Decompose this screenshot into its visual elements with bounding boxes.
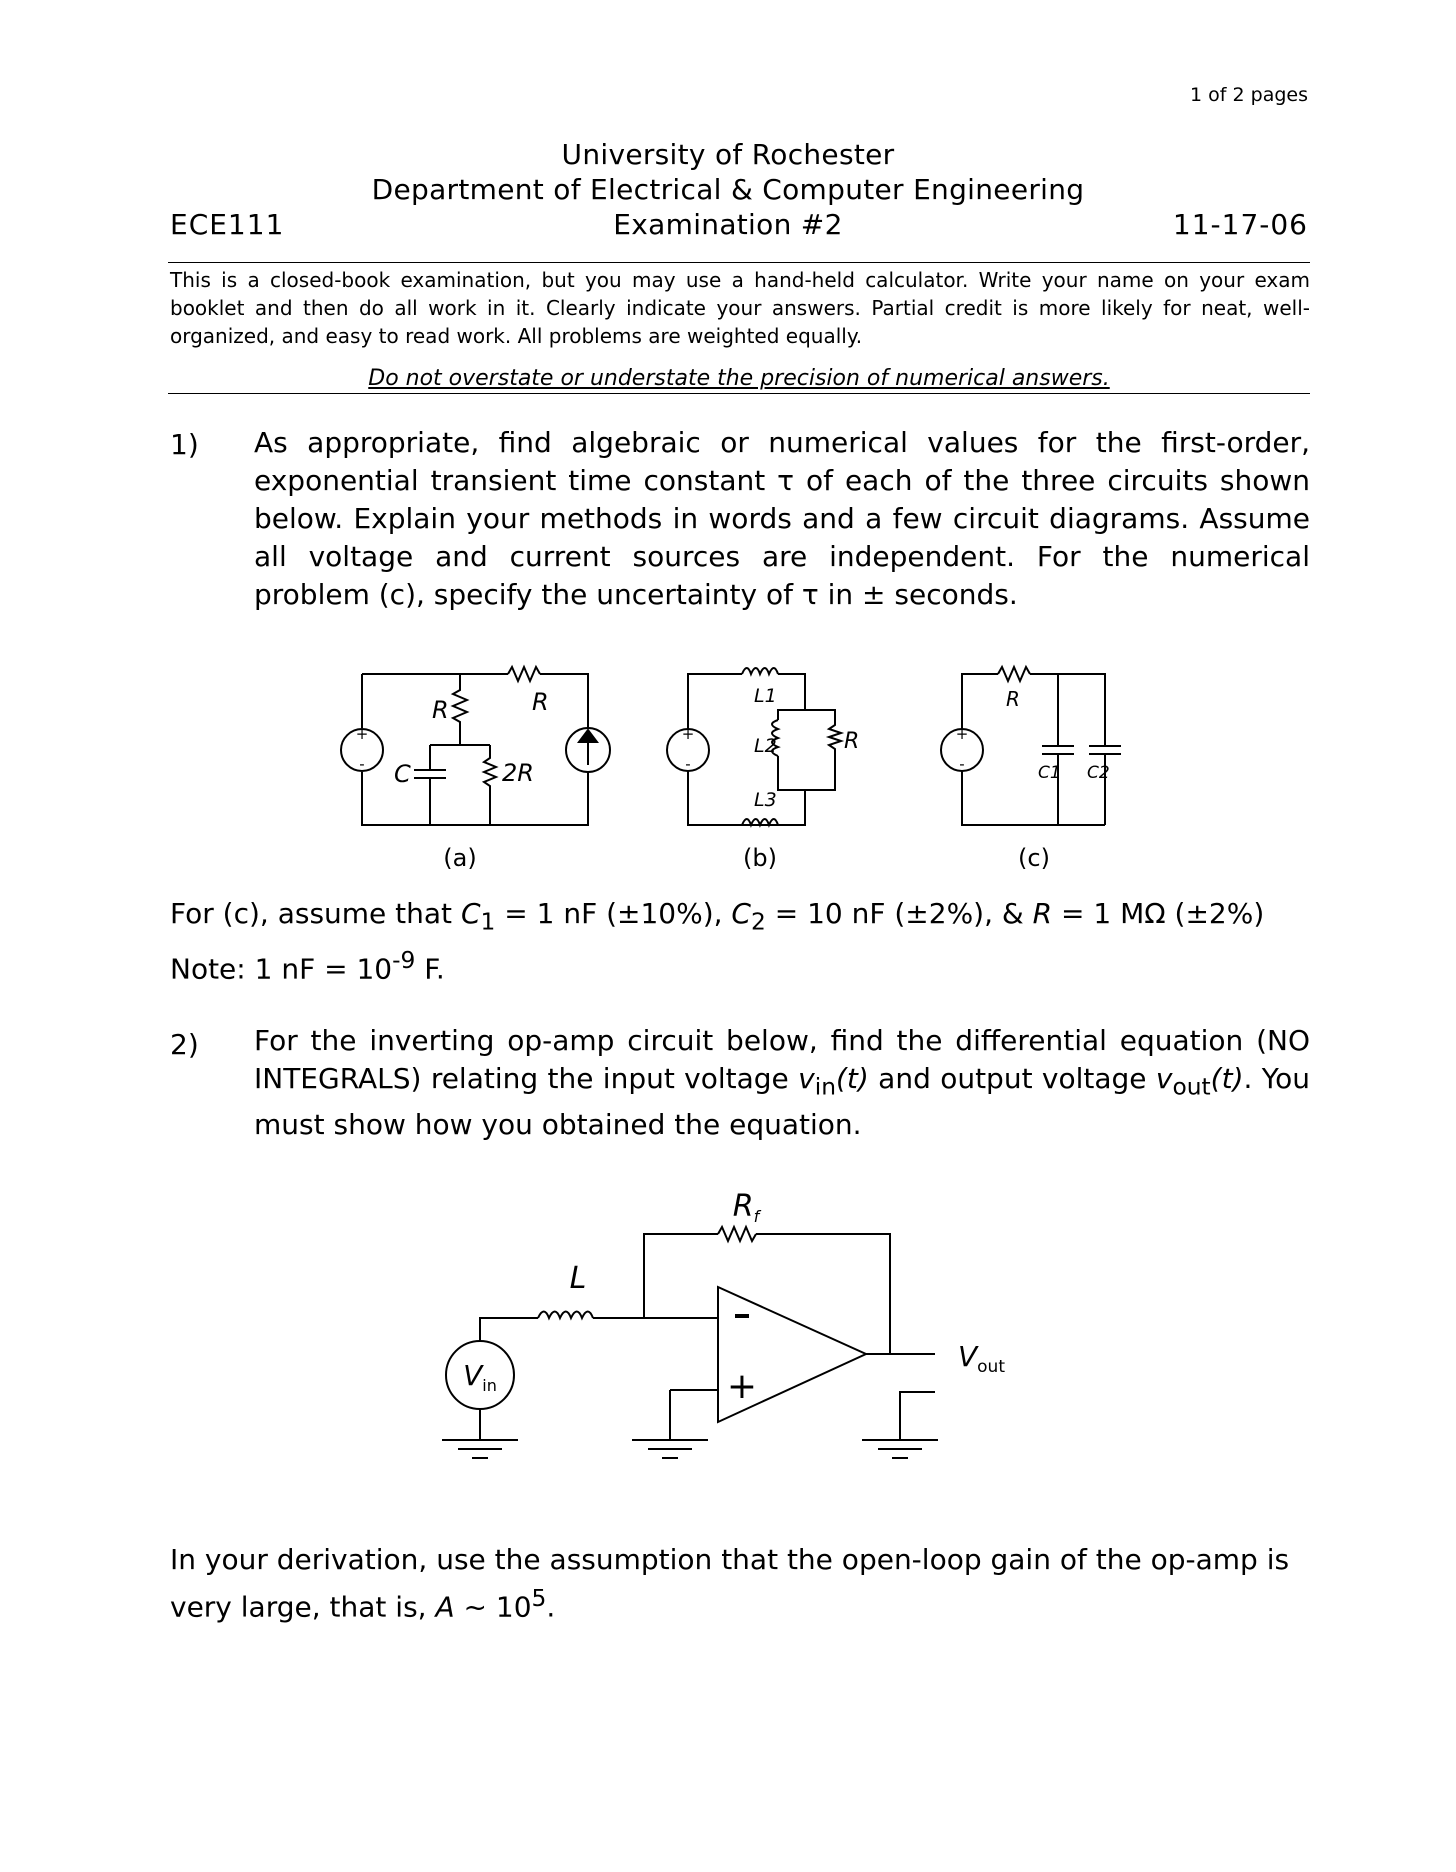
q1-note-prefix: For (c), assume that (170, 897, 461, 930)
circuit-a-caption: (a) (443, 844, 477, 872)
circuit-b-caption: (b) (743, 844, 777, 872)
department-title: Department of Electrical & Computer Engineering (371, 173, 1085, 206)
q2-assumption (170, 1540, 1310, 1626)
rf-label (733, 1189, 762, 1226)
page-number: 1 of 2 pages (1190, 84, 1308, 106)
circuit-b-l2: L2 (754, 735, 777, 757)
opamp-plus: + (726, 1366, 758, 1407)
q2-assumption-text: In your derivation, use the assumption that the open-loop gain of the op-amp is very large, that is, (170, 1543, 1290, 1624)
q2-assumption-end: . (546, 1590, 556, 1624)
inductor-label: L (569, 1261, 587, 1296)
rf-subscript: f (753, 1207, 760, 1226)
q2-vout-t: (t) (1210, 1062, 1244, 1095)
svg-text:+: + (955, 725, 969, 743)
vin-label (463, 1359, 497, 1395)
svg-text:+: + (681, 725, 695, 743)
q2-gain-symbol: A (435, 1590, 455, 1624)
vout-letter: V (958, 1340, 978, 1373)
q2-gain-value: ~ 10 (454, 1590, 532, 1624)
circuit-a-r-left: R (432, 696, 449, 724)
q2-vout-sub: out (1172, 1072, 1211, 1101)
circuit-a-r-right: 2R (502, 759, 534, 787)
q2-text (254, 1022, 1310, 1144)
q2-vin-v: v (798, 1062, 815, 1095)
svg-text:+: + (355, 725, 369, 743)
q1-note-c1-value: = 1 nF (±10%), (495, 897, 732, 930)
circuit-c-r: R (1006, 687, 1020, 711)
q1-unit-note-exp: -9 (392, 946, 416, 974)
precision-warning-text: Do not overstate or understate the precision of numerical answers. (368, 366, 1110, 391)
circuit-a-cap: C (394, 760, 411, 788)
circuit-b (667, 668, 859, 872)
q1-component-values (170, 892, 1310, 944)
circuit-c (941, 667, 1121, 872)
q1-note-r-value: = 1 MΩ (±2%) (1052, 897, 1265, 930)
svg-text:-: - (959, 755, 965, 773)
course-code: ECE111 (170, 208, 285, 241)
q1-note-c2-sub: 2 (750, 907, 766, 936)
q1-number: 1) (170, 428, 199, 461)
vin-letter: V (463, 1359, 483, 1392)
svg-text:-: - (359, 755, 365, 773)
svg-text:-: - (685, 755, 691, 773)
q1-note-c1: C (460, 897, 481, 930)
circuit-c-caption: (c) (1018, 844, 1050, 872)
q1-note-c1-sub: 1 (480, 907, 496, 936)
bottom-divider (168, 393, 1310, 394)
circuit-b-l3: L3 (754, 789, 777, 811)
q1-unit-note (170, 938, 445, 991)
opamp-circuit (430, 1170, 1030, 1490)
circuit-a (341, 667, 610, 872)
q1-circuits (330, 660, 1130, 880)
circuit-b-r: R (844, 729, 860, 754)
q1-note-c2-value: = 10 nF (±2%), & (765, 897, 1033, 930)
exam-instructions: This is a closed-book examination, but you may use a hand-held calculator. Write your name on your exam booklet and then do all work in it. Clearly indicate your answers. Partial credit is more likely for neat, well-organized, and easy to read work. All problems are weighted equally. (170, 268, 1310, 348)
q2-number: 2) (170, 1028, 199, 1061)
q2-vout-v: v (1155, 1062, 1173, 1095)
vout-subscript: out (977, 1357, 1005, 1377)
top-divider (168, 262, 1310, 263)
vin-subscript: in (482, 1376, 497, 1395)
exam-date: 11-17-06 (1172, 208, 1308, 241)
rf-letter: R (732, 1189, 754, 1224)
q2-vin-sub: in (814, 1072, 836, 1101)
circuit-c-c1: C1 (1038, 763, 1061, 783)
circuit-c-c2: C2 (1087, 763, 1110, 783)
q1-text: As appropriate, find algebraic or numerical values for the first-order, exponential transient time constant τ of each of the three circuits shown below. Explain your methods in words and a few circuit diagrams. Assume all voltage and current sources are independent. For the numerical problem (c), specify the uncertainty of τ in ± seconds. (254, 426, 1310, 611)
precision-warning (168, 366, 1310, 391)
circuit-b-l1: L1 (754, 685, 777, 707)
q1-unit-note-prefix: Note: 1 nF = 10 (170, 952, 393, 986)
q1-unit-note-suffix: F. (415, 952, 445, 986)
q2-text-c: . You must show how you obtained the equation. (254, 1062, 1311, 1141)
q2-gain-exp: 5 (531, 1584, 547, 1612)
q2-text-a: For the inverting op-amp circuit below, find the differential equation (NO INTEGRALS) relating the input voltage (254, 1024, 1310, 1095)
q2-text-b: and output voltage (868, 1062, 1156, 1095)
circuit-a-r-top: R (532, 688, 549, 716)
vout-label (958, 1340, 1005, 1377)
q1-note-c2: C (731, 897, 751, 930)
exam-title: Examination #2 (613, 208, 843, 241)
q2-vin-t: (t) (836, 1062, 869, 1095)
university-title: University of Rochester (561, 138, 895, 171)
q1-note-r: R (1032, 897, 1053, 930)
